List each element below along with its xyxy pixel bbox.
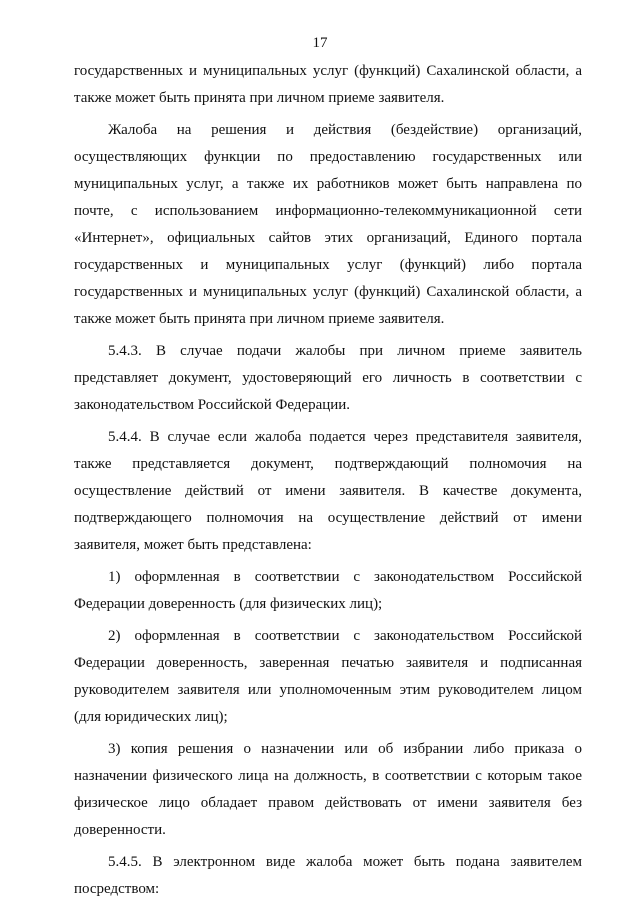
list-item-3: 3) копия решения о назначении или об избрании либо приказа о назначении физического лица на должность, в соответствии с которым такое физическое лицо обладает правом действовать от имени заявителя без доверенности.	[74, 741, 582, 838]
paragraph-5-4-5: 5.4.5. В электронном виде жалоба может быть подана заявителем посредством:	[74, 854, 582, 897]
paragraph-complaint-channels: Жалоба на решения и действия (бездействие) организаций, осуществляющих функции по предоставлению государственных или муниципальных услуг, а также их работников может быть направлена по почте, с использованием информационно-телекоммуникационной сети «Интернет», официальных сайтов этих организаций, Единого портала государственных и муниципальных услуг (функций) либо портала государственных и муниципальных услуг (функций) Сахалинской области, а также может быть принята при личном приеме заявителя.	[74, 122, 582, 327]
paragraph-5-4-4: 5.4.4. В случае если жалоба подается через представителя заявителя, также представляется документ, подтверждающий полномочия на осуществление действий от имени заявителя. В качестве документа, подтверждающего полномочия на осуществление действий от имени заявителя, может быть представлена:	[74, 429, 582, 553]
document-body	[74, 58, 582, 908]
paragraph-5-4-3: 5.4.3. В случае подачи жалобы при личном приеме заявитель представляет документ, удостоверяющий его личность в соответствии с законодательством Российской Федерации.	[74, 343, 582, 413]
list-item-2: 2) оформленная в соответствии с законодательством Российской Федерации доверенность, заверенная печатью заявителя и подписанная руководителем заявителя или уполномоченным этим руководителем лицом (для юридических лиц);	[74, 628, 582, 725]
page-number: 17	[312, 35, 328, 51]
list-item-1: 1) оформленная в соответствии с законодательством Российской Федерации доверенность (для физических лиц);	[74, 569, 582, 612]
paragraph-continuation: государственных и муниципальных услуг (функций) Сахалинской области, а также может быть принята при личном приеме заявителя.	[74, 63, 582, 106]
